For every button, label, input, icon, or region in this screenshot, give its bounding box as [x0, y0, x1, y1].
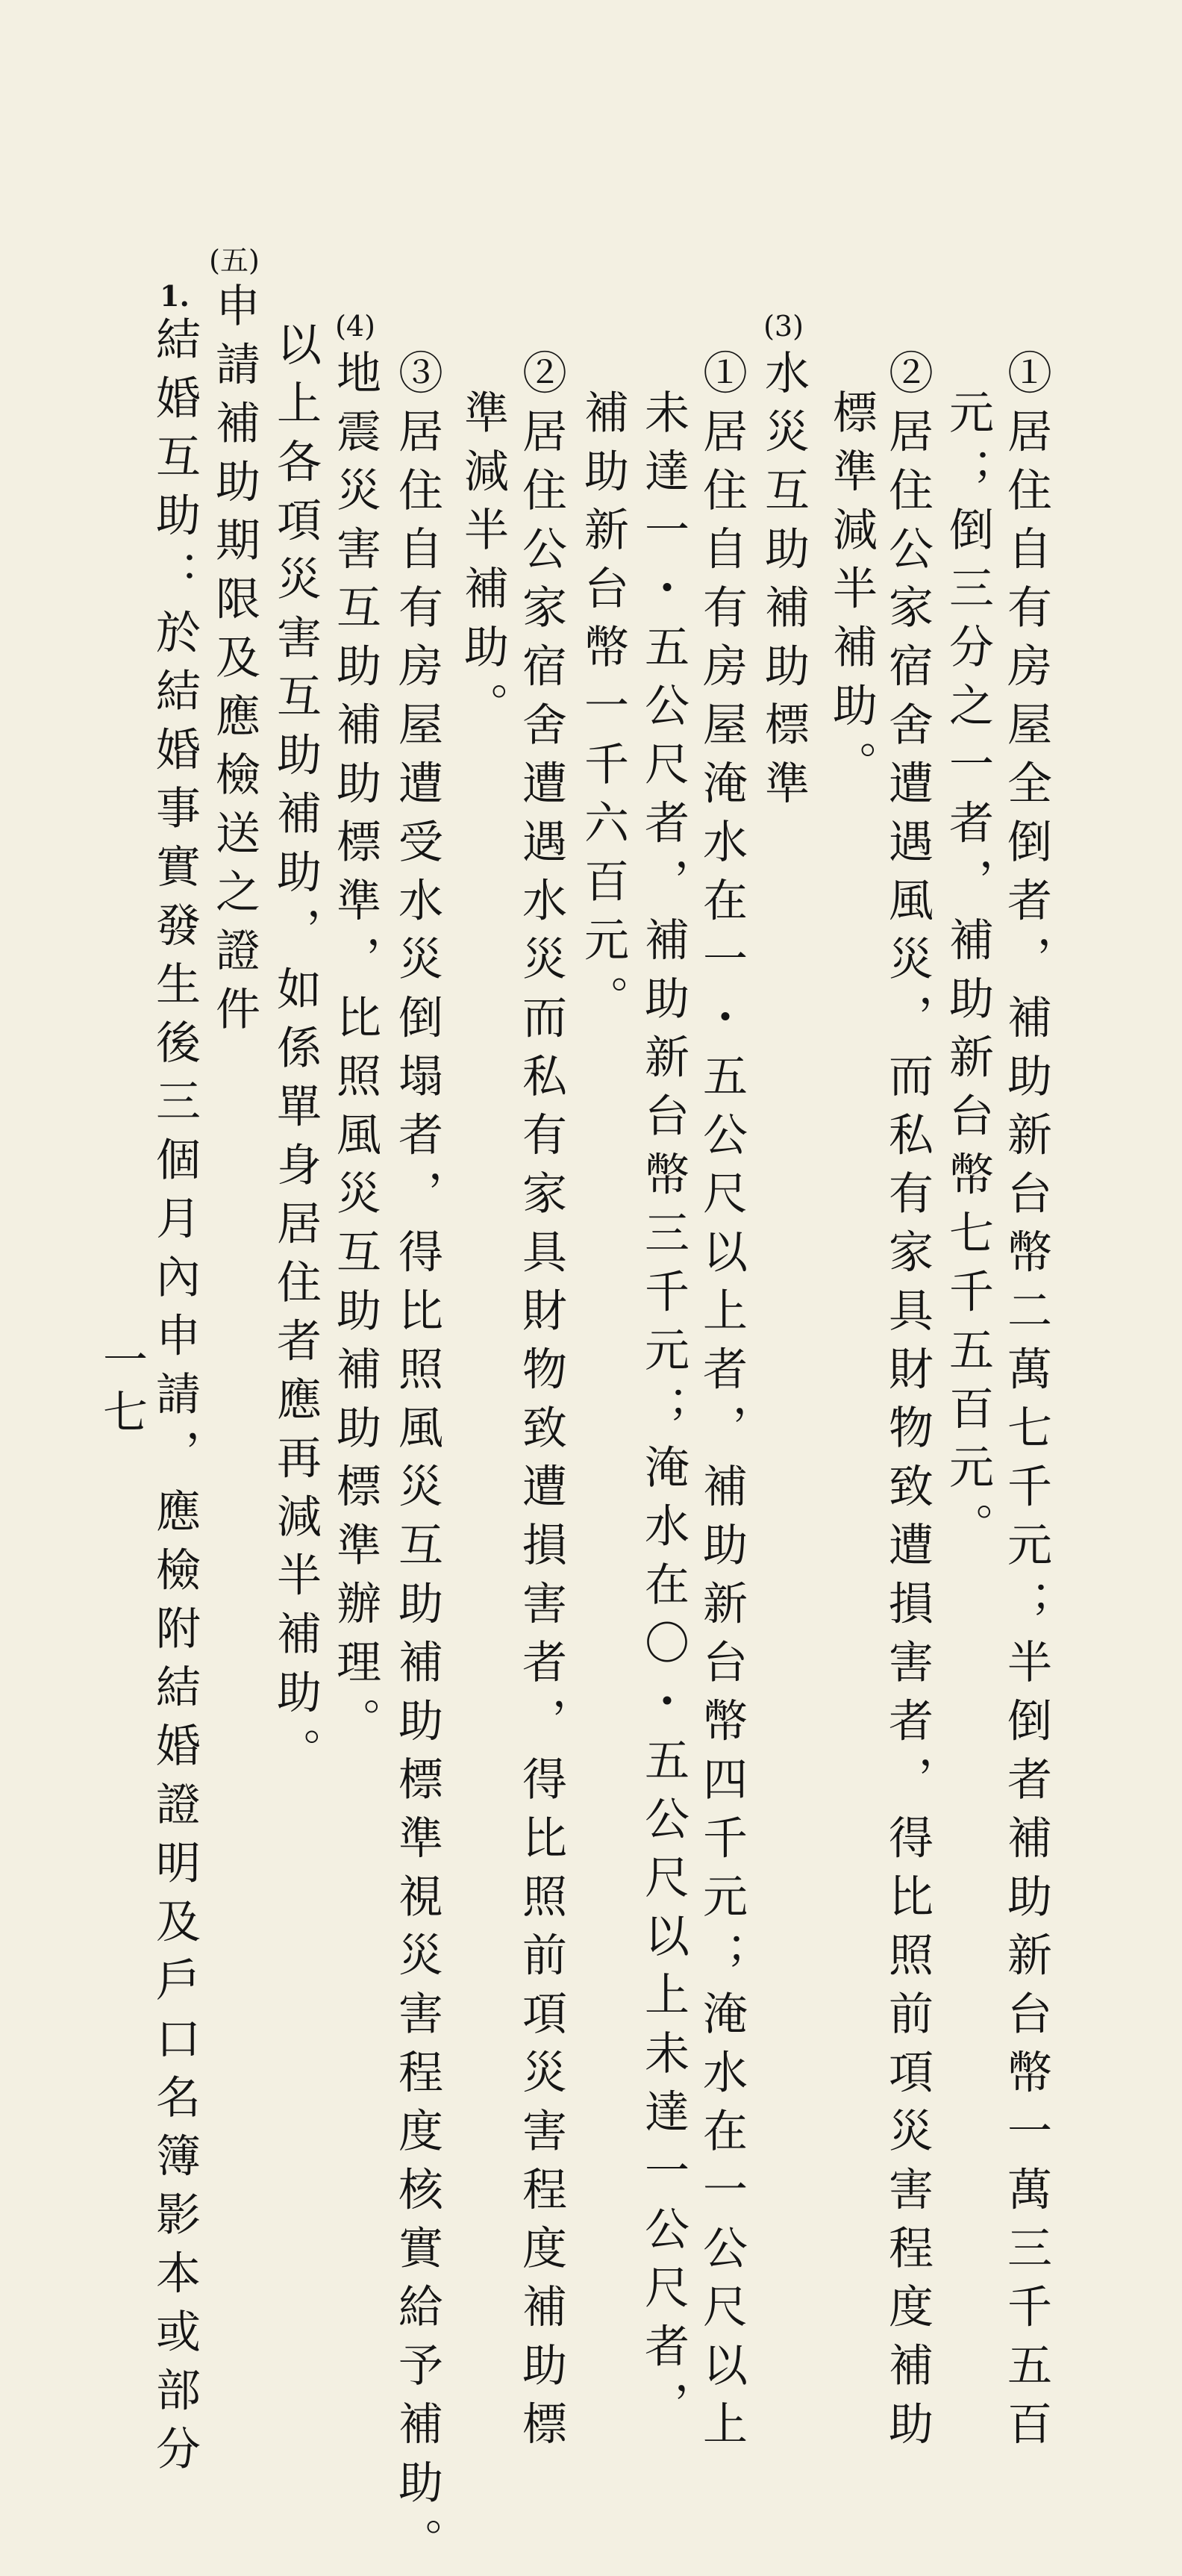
text-line-single-resident: 以上各項災害互助補助，如係單身居住者應再減半補助。 — [269, 321, 322, 1786]
text-line-flood-dormitory-cont: 準減半補助。 — [457, 389, 509, 740]
item-label-1: 1. — [160, 279, 190, 313]
section-heading-earthquake: 地震災害互助補助標準，比照風災互助補助標準辦理。 — [329, 349, 381, 1756]
page-number: 一七 — [96, 1336, 148, 1441]
section-label-5: (五) — [209, 244, 260, 277]
text-line-flood-dormitory: ②居住公家宿舍遭遇水災而私有家具財物致遭損害者，得比照前項災害程度補助標 — [515, 349, 567, 2459]
section-label-3: (3) — [763, 310, 804, 343]
text-line-flood-collapse: ③居住自有房屋遭受水災倒塌者，得比照風災互助補助標準視災害程度核實給予補助。 — [391, 349, 443, 2576]
text-line-wind-own-house-cont: 元；倒三分之一者，補助新台幣七千五百元。 — [942, 389, 994, 1561]
section-heading-application: 申請補助期限及應檢送之證件 — [208, 282, 260, 1044]
text-line-wind-dormitory: ②居住公家宿舍遭遇風災，而私有家具財物致遭損害者，得比照前項災害程度補助 — [881, 349, 934, 2459]
text-line-wind-dormitory-cont: 標準減半補助。 — [825, 389, 878, 799]
section-heading-flood: 水災互助補助標準 — [757, 349, 810, 818]
text-line-marriage-aid: 結婚互助：於結婚事實發生後三個月內申請，應檢附結婚證明及戶口名簿影本或部分 — [148, 316, 201, 2484]
section-label-4: (4) — [335, 310, 375, 343]
text-line-flood-own-house-cont: 未達一・五公尺者，補助新台幣三千元；淹水在〇・五公尺以上未達一公尺者， — [637, 389, 690, 2440]
text-line-wind-own-house: ①居住自有房屋全倒者，補助新台幣二萬七千元；半倒者補助新台幣一萬三千五百 — [1000, 349, 1052, 2459]
text-line-flood-own-house-cont2: 補助新台幣一千六百元。 — [577, 389, 629, 1034]
text-line-flood-own-house: ①居住自有房屋淹水在一・五公尺以上者，補助新台幣四千元；淹水在一公尺以上 — [695, 349, 748, 2459]
